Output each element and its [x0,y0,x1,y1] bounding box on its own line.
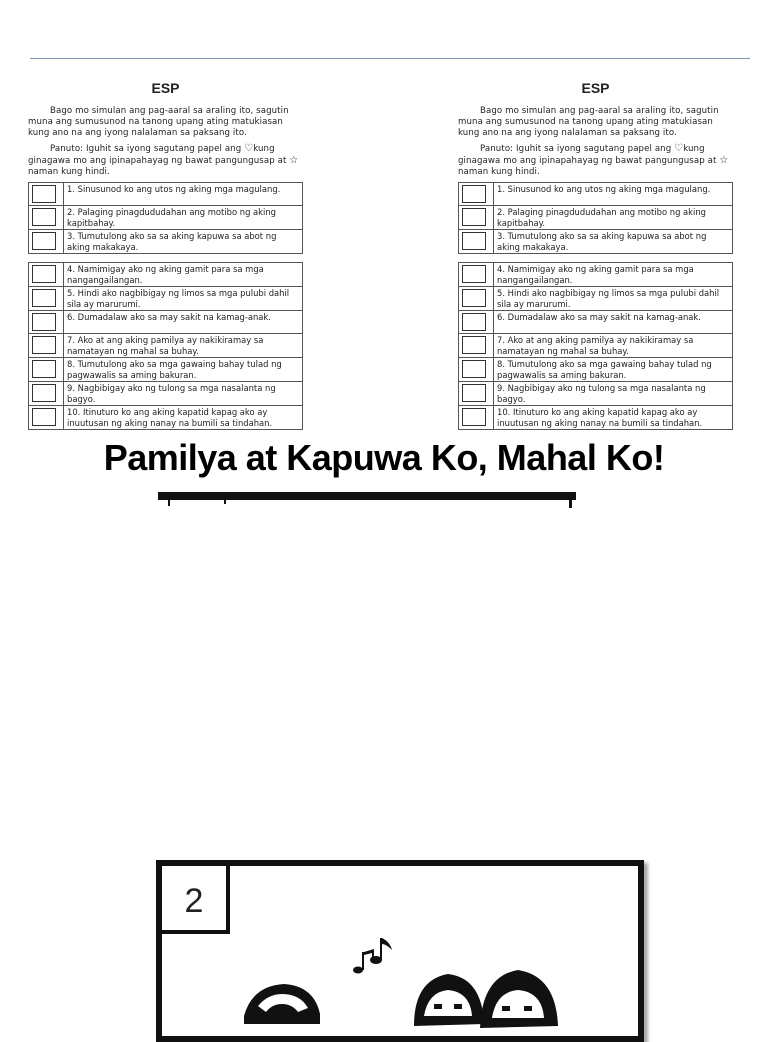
heart-outline-icon: ♡ [674,143,684,154]
instructions-part-2: kung ginagawa mo ang ipinapahayag ng bawat pangungusap at [458,144,720,166]
worksheet-left [28,80,303,430]
checklist-item: 4. Namimigay ako ng aking gamit para sa mga nangangailangan. [67,264,264,285]
children-figures [414,970,558,1028]
answer-box[interactable] [462,232,486,250]
answer-box[interactable] [32,208,56,226]
answer-box[interactable] [462,289,486,307]
answer-box[interactable] [32,408,56,426]
title-underline-bar [158,492,576,500]
table-row [29,311,303,334]
checklist-item: 7. Ako at ang aking pamilya ay nakikiramay sa namatayan ng mahal sa buhay. [497,335,694,356]
answer-box[interactable] [32,265,56,283]
star-outline-icon: ☆ [289,155,299,166]
answer-box[interactable] [32,185,56,203]
instructions-paragraph [28,143,303,178]
checklist-item: 10. Itinuturo ko ang aking kapatid kapag ako ay inuutusan ng aking nanay na bumili sa tindahan. [67,407,273,428]
checklist-item: 2. Palaging pinagdududahan ang motibo ng aking kapitbahay. [67,207,276,228]
checklist-table-2 [28,262,303,430]
instructions-part-1: Panuto: Iguhit sa iyong sagutang papel ang [50,144,245,154]
answer-box[interactable] [462,208,486,226]
subject-heading: ESP [581,80,610,96]
table-row [459,183,733,206]
checklist-item: 9. Nagbibigay ako ng tulong sa mga nasalanta ng bagyo. [67,383,276,404]
checklist-item: 6. Dumadalaw ako sa may sakit na kamag-anak. [497,312,701,322]
answer-box[interactable] [32,289,56,307]
checklist-item: 8. Tumutulong ako sa mga gawaing bahay tulad ng pagwawalis sa aming bakuran. [67,359,282,380]
top-divider-line [30,58,750,59]
star-outline-icon: ☆ [719,155,729,166]
answer-box[interactable] [462,384,486,402]
worksheet-right [458,80,733,430]
table-row [459,358,733,382]
table-row [459,406,733,430]
table-row [29,287,303,311]
family-illustration [162,866,638,1036]
table-row [29,206,303,230]
answer-box[interactable] [462,360,486,378]
answer-box[interactable] [462,185,486,203]
table-row [459,382,733,406]
table-row [29,263,303,287]
checklist-item: 9. Nagbibigay ako ng tulong sa mga nasalanta ng bagyo. [497,383,706,404]
checklist-item: 5. Hindi ako nagbibigay ng limos sa mga pulubi dahil sila ay marurumi. [497,288,720,309]
checklist-item: 8. Tumutulong ako sa mga gawaing bahay tulad ng pagwawalis sa aming bakuran. [497,359,712,380]
checklist-item: 3. Tumutulong ako sa sa aking kapuwa sa abot ng aking makakaya. [497,231,707,252]
answer-box[interactable] [462,265,486,283]
answer-box[interactable] [32,336,56,354]
table-row [459,263,733,287]
answer-box[interactable] [462,408,486,426]
table-row [29,183,303,206]
heart-outline-icon: ♡ [244,143,254,154]
illustration-card [156,860,644,1042]
instructions-paragraph [458,143,733,178]
table-row [459,287,733,311]
checklist-table-1 [458,182,733,254]
subject-heading: ESP [151,80,180,96]
checklist-table-2 [458,262,733,430]
checklist-item: 2. Palaging pinagdududahan ang motibo ng aking kapitbahay. [497,207,706,228]
table-row [459,334,733,358]
checklist-item: 7. Ako at ang aking pamilya ay nakikiramay sa namatayan ng mahal sa buhay. [67,335,264,356]
music-notes-icon [353,938,392,974]
table-row [459,311,733,334]
instructions-part-3: naman kung hindi. [458,167,540,177]
child-figure [244,984,320,1024]
checklist-item: 1. Sinusunod ko ang utos ng aking mga magulang. [67,184,281,194]
table-row [459,230,733,254]
table-row [459,206,733,230]
table-row [29,358,303,382]
answer-box[interactable] [462,313,486,331]
page-title-banner: Pamilya at Kapuwa Ko, Mahal Ko! [103,437,665,478]
checklist-item: 1. Sinusunod ko ang utos ng aking mga magulang. [497,184,711,194]
checklist-table-1 [28,182,303,254]
checklist-item: 4. Namimigay ako ng aking gamit para sa mga nangangailangan. [497,264,694,285]
intro-paragraph: Bago mo simulan ang pag-aaral sa araling ito, sagutin muna ang sumusunod na tanong upang ating matukiasan kung ano na ang iyong nalalaman sa paksang ito. [28,106,289,138]
answer-box[interactable] [32,360,56,378]
instructions-part-3: naman kung hindi. [28,167,110,177]
table-row [29,230,303,254]
checklist-item: 10. Itinuturo ko ang aking kapatid kapag ako ay inuutusan ng aking nanay na bumili sa tindahan. [497,407,703,428]
table-row [29,382,303,406]
intro-paragraph: Bago mo simulan ang pag-aaral sa araling ito, sagutin muna ang sumusunod na tanong upang ating matukiasan kung ano na ang iyong nalalaman sa paksang ito. [458,106,719,138]
checklist-item: 3. Tumutulong ako sa sa aking kapuwa sa abot ng aking makakaya. [67,231,277,252]
answer-box[interactable] [32,232,56,250]
table-row [29,406,303,430]
checklist-item: 6. Dumadalaw ako sa may sakit na kamag-anak. [67,312,271,322]
table-row [29,334,303,358]
answer-box[interactable] [462,336,486,354]
card-number: 2 [162,866,230,934]
answer-box[interactable] [32,313,56,331]
instructions-part-2: kung ginagawa mo ang ipinapahayag ng bawat pangungusap at [28,144,290,166]
answer-box[interactable] [32,384,56,402]
checklist-item: 5. Hindi ako nagbibigay ng limos sa mga pulubi dahil sila ay marurumi. [67,288,290,309]
instructions-part-1: Panuto: Iguhit sa iyong sagutang papel ang [480,144,675,154]
